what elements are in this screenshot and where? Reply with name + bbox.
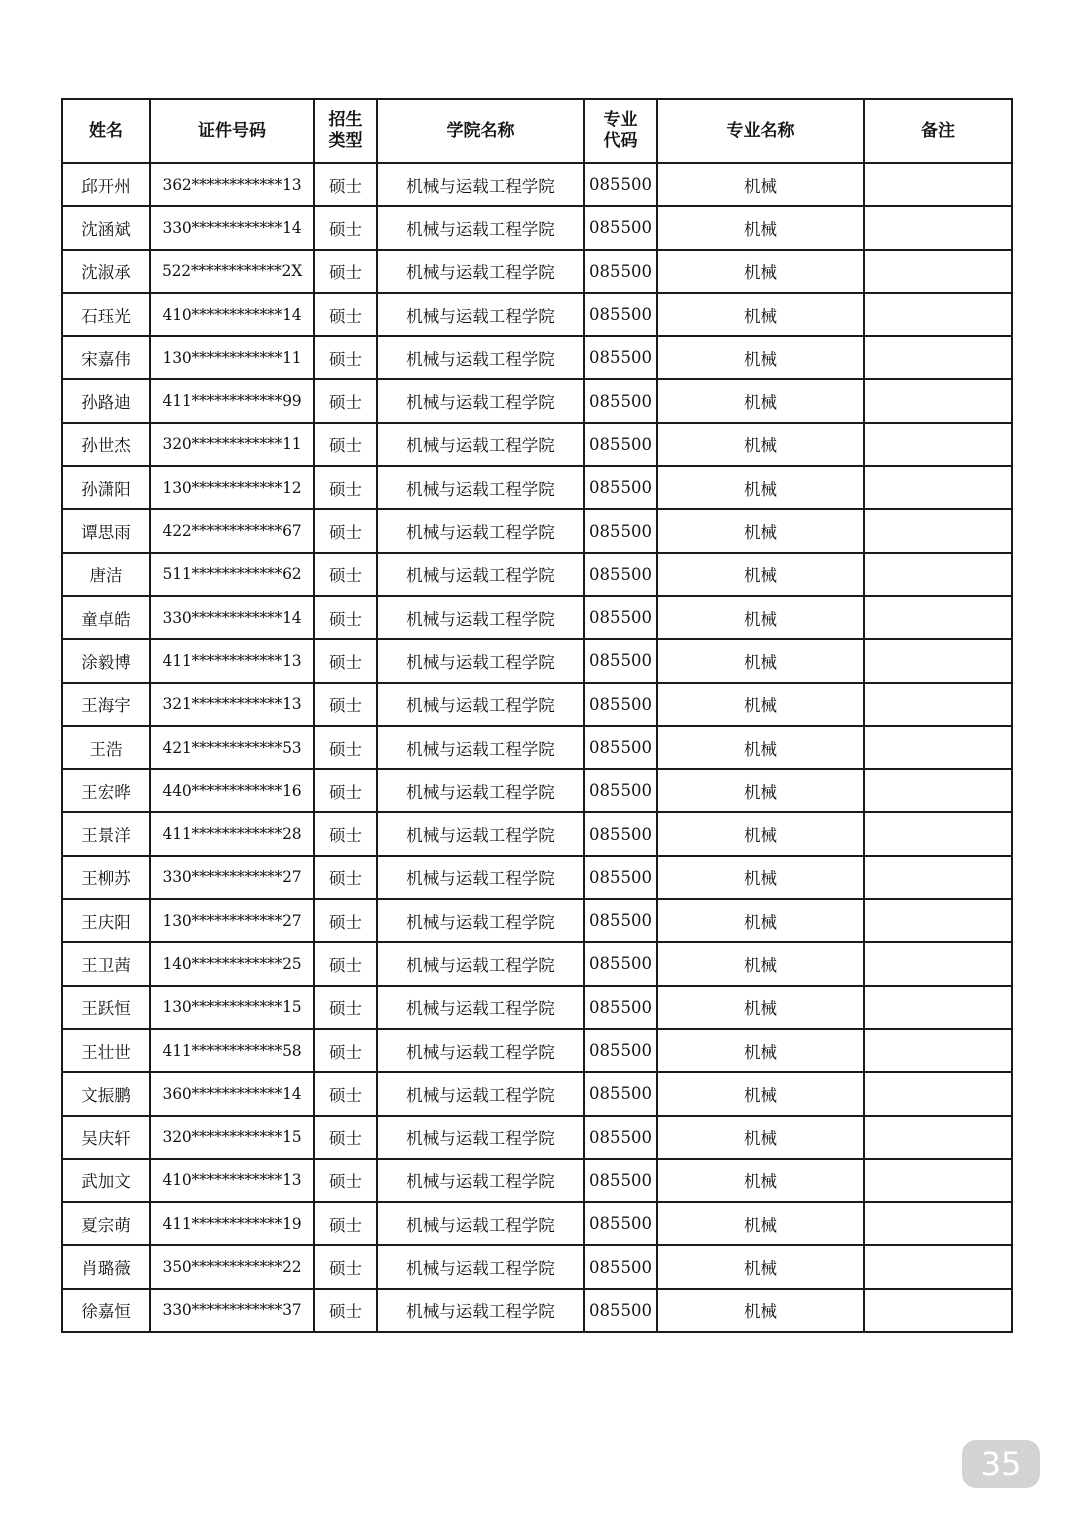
- table-row: [62, 769, 1012, 812]
- table-row: [62, 1289, 1012, 1332]
- cell-name: 王壮世: [62, 1029, 150, 1072]
- cell-major-name: 机械: [657, 856, 864, 899]
- header-major-code: [584, 99, 657, 163]
- cell-name: 夏宗萌: [62, 1202, 150, 1245]
- cell-name: 涂毅博: [62, 639, 150, 682]
- cell-id-number: 360************14: [150, 1072, 314, 1115]
- header-row: [62, 99, 1012, 163]
- cell-college: 机械与运载工程学院: [377, 293, 584, 336]
- table-row: [62, 1116, 1012, 1159]
- table-row: [62, 509, 1012, 552]
- admission-list-table: [61, 98, 1013, 1333]
- header-major-name: 专业名称: [657, 99, 864, 163]
- cell-enroll-type: 硕士: [314, 1202, 377, 1245]
- cell-college: 机械与运载工程学院: [377, 423, 584, 466]
- cell-major-code: 085500: [584, 986, 657, 1029]
- cell-major-name: 机械: [657, 596, 864, 639]
- header-name: 姓名: [62, 99, 150, 163]
- cell-id-number: 321************13: [150, 683, 314, 726]
- cell-college: 机械与运载工程学院: [377, 1072, 584, 1115]
- cell-id-number: 130************27: [150, 899, 314, 942]
- cell-id-number: 411************19: [150, 1202, 314, 1245]
- cell-enroll-type: 硕士: [314, 726, 377, 769]
- cell-enroll-type: 硕士: [314, 596, 377, 639]
- cell-major-name: 机械: [657, 206, 864, 249]
- cell-id-number: 522************2X: [150, 250, 314, 293]
- cell-major-name: 机械: [657, 639, 864, 682]
- cell-enroll-type: 硕士: [314, 769, 377, 812]
- cell-enroll-type: 硕士: [314, 250, 377, 293]
- cell-name: 石珏光: [62, 293, 150, 336]
- cell-college: 机械与运载工程学院: [377, 1116, 584, 1159]
- cell-remarks: [864, 163, 1012, 206]
- cell-id-number: 422************67: [150, 509, 314, 552]
- cell-college: 机械与运载工程学院: [377, 1159, 584, 1202]
- cell-college: 机械与运载工程学院: [377, 206, 584, 249]
- cell-major-code: 085500: [584, 1159, 657, 1202]
- cell-id-number: 421************53: [150, 726, 314, 769]
- cell-enroll-type: 硕士: [314, 423, 377, 466]
- cell-major-name: 机械: [657, 986, 864, 1029]
- cell-id-number: 130************15: [150, 986, 314, 1029]
- cell-major-code: 085500: [584, 942, 657, 985]
- cell-name: 吴庆轩: [62, 1116, 150, 1159]
- table-row: [62, 466, 1012, 509]
- cell-name: 肖璐薇: [62, 1245, 150, 1288]
- cell-enroll-type: 硕士: [314, 683, 377, 726]
- cell-major-name: 机械: [657, 1245, 864, 1288]
- cell-id-number: 350************22: [150, 1245, 314, 1288]
- cell-remarks: [864, 1245, 1012, 1288]
- cell-name: 谭思雨: [62, 509, 150, 552]
- header-id-number: 证件号码: [150, 99, 314, 163]
- cell-remarks: [864, 596, 1012, 639]
- table-row: [62, 942, 1012, 985]
- cell-id-number: 411************58: [150, 1029, 314, 1072]
- table-row: [62, 683, 1012, 726]
- cell-enroll-type: 硕士: [314, 1289, 377, 1332]
- cell-remarks: [864, 509, 1012, 552]
- table-row: [62, 639, 1012, 682]
- header-enroll-type-text: 招生类型: [328, 110, 363, 151]
- cell-college: 机械与运载工程学院: [377, 596, 584, 639]
- cell-remarks: [864, 899, 1012, 942]
- cell-major-code: 085500: [584, 1289, 657, 1332]
- cell-major-name: 机械: [657, 293, 864, 336]
- cell-college: 机械与运载工程学院: [377, 336, 584, 379]
- cell-remarks: [864, 769, 1012, 812]
- cell-name: 孙路迪: [62, 379, 150, 422]
- cell-major-name: 机械: [657, 250, 864, 293]
- cell-name: 孙潇阳: [62, 466, 150, 509]
- cell-major-code: 085500: [584, 1072, 657, 1115]
- cell-name: 徐嘉恒: [62, 1289, 150, 1332]
- cell-name: 邱开州: [62, 163, 150, 206]
- cell-name: 王跃恒: [62, 986, 150, 1029]
- cell-remarks: [864, 553, 1012, 596]
- cell-id-number: 410************13: [150, 1159, 314, 1202]
- cell-major-name: 机械: [657, 1159, 864, 1202]
- cell-major-code: 085500: [584, 639, 657, 682]
- cell-name: 王柳苏: [62, 856, 150, 899]
- cell-major-code: 085500: [584, 379, 657, 422]
- cell-remarks: [864, 1116, 1012, 1159]
- cell-remarks: [864, 206, 1012, 249]
- cell-enroll-type: 硕士: [314, 1072, 377, 1115]
- cell-remarks: [864, 639, 1012, 682]
- cell-enroll-type: 硕士: [314, 293, 377, 336]
- cell-college: 机械与运载工程学院: [377, 942, 584, 985]
- cell-remarks: [864, 1159, 1012, 1202]
- table-header: [62, 99, 1012, 163]
- cell-enroll-type: 硕士: [314, 1029, 377, 1072]
- cell-major-name: 机械: [657, 1202, 864, 1245]
- cell-college: 机械与运载工程学院: [377, 986, 584, 1029]
- cell-name: 王海宇: [62, 683, 150, 726]
- cell-major-code: 085500: [584, 293, 657, 336]
- cell-id-number: 130************12: [150, 466, 314, 509]
- cell-enroll-type: 硕士: [314, 812, 377, 855]
- cell-major-code: 085500: [584, 683, 657, 726]
- table-row: [62, 812, 1012, 855]
- cell-enroll-type: 硕士: [314, 379, 377, 422]
- cell-major-name: 机械: [657, 509, 864, 552]
- header-major-code-text: 专业代码: [603, 110, 638, 151]
- table-row: [62, 986, 1012, 1029]
- cell-name: 童卓皓: [62, 596, 150, 639]
- table-row: [62, 596, 1012, 639]
- table-row: [62, 1159, 1012, 1202]
- cell-major-name: 机械: [657, 1289, 864, 1332]
- cell-major-code: 085500: [584, 1245, 657, 1288]
- cell-enroll-type: 硕士: [314, 1245, 377, 1288]
- cell-id-number: 320************15: [150, 1116, 314, 1159]
- cell-major-name: 机械: [657, 336, 864, 379]
- cell-college: 机械与运载工程学院: [377, 856, 584, 899]
- cell-name: 王宏晔: [62, 769, 150, 812]
- cell-remarks: [864, 1202, 1012, 1245]
- table-row: [62, 856, 1012, 899]
- cell-college: 机械与运载工程学院: [377, 466, 584, 509]
- cell-major-name: 机械: [657, 1029, 864, 1072]
- cell-enroll-type: 硕士: [314, 986, 377, 1029]
- cell-enroll-type: 硕士: [314, 942, 377, 985]
- cell-remarks: [864, 986, 1012, 1029]
- cell-name: 唐洁: [62, 553, 150, 596]
- cell-college: 机械与运载工程学院: [377, 769, 584, 812]
- cell-college: 机械与运载工程学院: [377, 163, 584, 206]
- cell-college: 机械与运载工程学院: [377, 812, 584, 855]
- page-number-badge: 35: [962, 1440, 1040, 1488]
- cell-name: 沈淑承: [62, 250, 150, 293]
- cell-id-number: 411************28: [150, 812, 314, 855]
- cell-remarks: [864, 683, 1012, 726]
- table-row: [62, 206, 1012, 249]
- cell-major-name: 机械: [657, 163, 864, 206]
- cell-major-name: 机械: [657, 1072, 864, 1115]
- cell-id-number: 320************11: [150, 423, 314, 466]
- cell-major-code: 085500: [584, 769, 657, 812]
- cell-major-code: 085500: [584, 466, 657, 509]
- cell-name: 宋嘉伟: [62, 336, 150, 379]
- cell-college: 机械与运载工程学院: [377, 899, 584, 942]
- cell-major-code: 085500: [584, 553, 657, 596]
- cell-remarks: [864, 942, 1012, 985]
- cell-enroll-type: 硕士: [314, 1159, 377, 1202]
- cell-college: 机械与运载工程学院: [377, 1202, 584, 1245]
- cell-major-name: 机械: [657, 899, 864, 942]
- cell-remarks: [864, 1029, 1012, 1072]
- cell-enroll-type: 硕士: [314, 509, 377, 552]
- cell-remarks: [864, 379, 1012, 422]
- cell-id-number: 330************37: [150, 1289, 314, 1332]
- cell-id-number: 130************11: [150, 336, 314, 379]
- table-row: [62, 336, 1012, 379]
- cell-major-name: 机械: [657, 553, 864, 596]
- table-row: [62, 163, 1012, 206]
- cell-id-number: 410************14: [150, 293, 314, 336]
- table-row: [62, 423, 1012, 466]
- cell-major-code: 085500: [584, 423, 657, 466]
- cell-college: 机械与运载工程学院: [377, 726, 584, 769]
- cell-major-code: 085500: [584, 856, 657, 899]
- table-row: [62, 1029, 1012, 1072]
- cell-name: 王卫茜: [62, 942, 150, 985]
- cell-name: 王景洋: [62, 812, 150, 855]
- cell-major-code: 085500: [584, 206, 657, 249]
- table-row: [62, 899, 1012, 942]
- cell-enroll-type: 硕士: [314, 1116, 377, 1159]
- cell-name: 孙世杰: [62, 423, 150, 466]
- cell-college: 机械与运载工程学院: [377, 1289, 584, 1332]
- cell-name: 沈涵斌: [62, 206, 150, 249]
- cell-name: 文振鹏: [62, 1072, 150, 1115]
- cell-major-name: 机械: [657, 942, 864, 985]
- cell-name: 王庆阳: [62, 899, 150, 942]
- table-row: [62, 293, 1012, 336]
- table-row: [62, 1072, 1012, 1115]
- cell-major-name: 机械: [657, 683, 864, 726]
- cell-id-number: 330************27: [150, 856, 314, 899]
- cell-remarks: [864, 423, 1012, 466]
- header-college: 学院名称: [377, 99, 584, 163]
- cell-college: 机械与运载工程学院: [377, 509, 584, 552]
- cell-remarks: [864, 1072, 1012, 1115]
- cell-college: 机械与运载工程学院: [377, 639, 584, 682]
- cell-major-code: 085500: [584, 1116, 657, 1159]
- header-remarks: 备注: [864, 99, 1012, 163]
- cell-major-name: 机械: [657, 726, 864, 769]
- cell-id-number: 330************14: [150, 206, 314, 249]
- cell-college: 机械与运载工程学院: [377, 553, 584, 596]
- table-row: [62, 553, 1012, 596]
- cell-id-number: 511************62: [150, 553, 314, 596]
- cell-remarks: [864, 293, 1012, 336]
- cell-major-code: 085500: [584, 509, 657, 552]
- cell-major-name: 机械: [657, 1116, 864, 1159]
- table-row: [62, 379, 1012, 422]
- cell-id-number: 362************13: [150, 163, 314, 206]
- cell-major-name: 机械: [657, 466, 864, 509]
- cell-major-code: 085500: [584, 250, 657, 293]
- cell-enroll-type: 硕士: [314, 206, 377, 249]
- cell-major-name: 机械: [657, 379, 864, 422]
- cell-name: 武加文: [62, 1159, 150, 1202]
- table-row: [62, 1202, 1012, 1245]
- cell-enroll-type: 硕士: [314, 639, 377, 682]
- cell-remarks: [864, 1289, 1012, 1332]
- cell-college: 机械与运载工程学院: [377, 379, 584, 422]
- cell-id-number: 140************25: [150, 942, 314, 985]
- cell-major-name: 机械: [657, 769, 864, 812]
- cell-college: 机械与运载工程学院: [377, 1245, 584, 1288]
- cell-enroll-type: 硕士: [314, 899, 377, 942]
- cell-major-code: 085500: [584, 726, 657, 769]
- cell-id-number: 330************14: [150, 596, 314, 639]
- cell-enroll-type: 硕士: [314, 336, 377, 379]
- cell-major-code: 085500: [584, 336, 657, 379]
- cell-name: 王浩: [62, 726, 150, 769]
- cell-remarks: [864, 812, 1012, 855]
- cell-remarks: [864, 336, 1012, 379]
- cell-remarks: [864, 726, 1012, 769]
- cell-remarks: [864, 466, 1012, 509]
- cell-major-code: 085500: [584, 596, 657, 639]
- cell-enroll-type: 硕士: [314, 163, 377, 206]
- cell-id-number: 411************99: [150, 379, 314, 422]
- table-row: [62, 250, 1012, 293]
- cell-major-name: 机械: [657, 812, 864, 855]
- table-body: [62, 163, 1012, 1332]
- cell-remarks: [864, 856, 1012, 899]
- table-row: [62, 1245, 1012, 1288]
- table-row: [62, 726, 1012, 769]
- cell-remarks: [864, 250, 1012, 293]
- cell-enroll-type: 硕士: [314, 856, 377, 899]
- cell-enroll-type: 硕士: [314, 466, 377, 509]
- cell-enroll-type: 硕士: [314, 553, 377, 596]
- header-enroll-type: [314, 99, 377, 163]
- cell-college: 机械与运载工程学院: [377, 250, 584, 293]
- cell-college: 机械与运载工程学院: [377, 1029, 584, 1072]
- cell-college: 机械与运载工程学院: [377, 683, 584, 726]
- cell-major-code: 085500: [584, 1029, 657, 1072]
- cell-major-code: 085500: [584, 899, 657, 942]
- cell-major-name: 机械: [657, 423, 864, 466]
- cell-major-code: 085500: [584, 1202, 657, 1245]
- cell-id-number: 411************13: [150, 639, 314, 682]
- cell-major-code: 085500: [584, 163, 657, 206]
- cell-id-number: 440************16: [150, 769, 314, 812]
- cell-major-code: 085500: [584, 812, 657, 855]
